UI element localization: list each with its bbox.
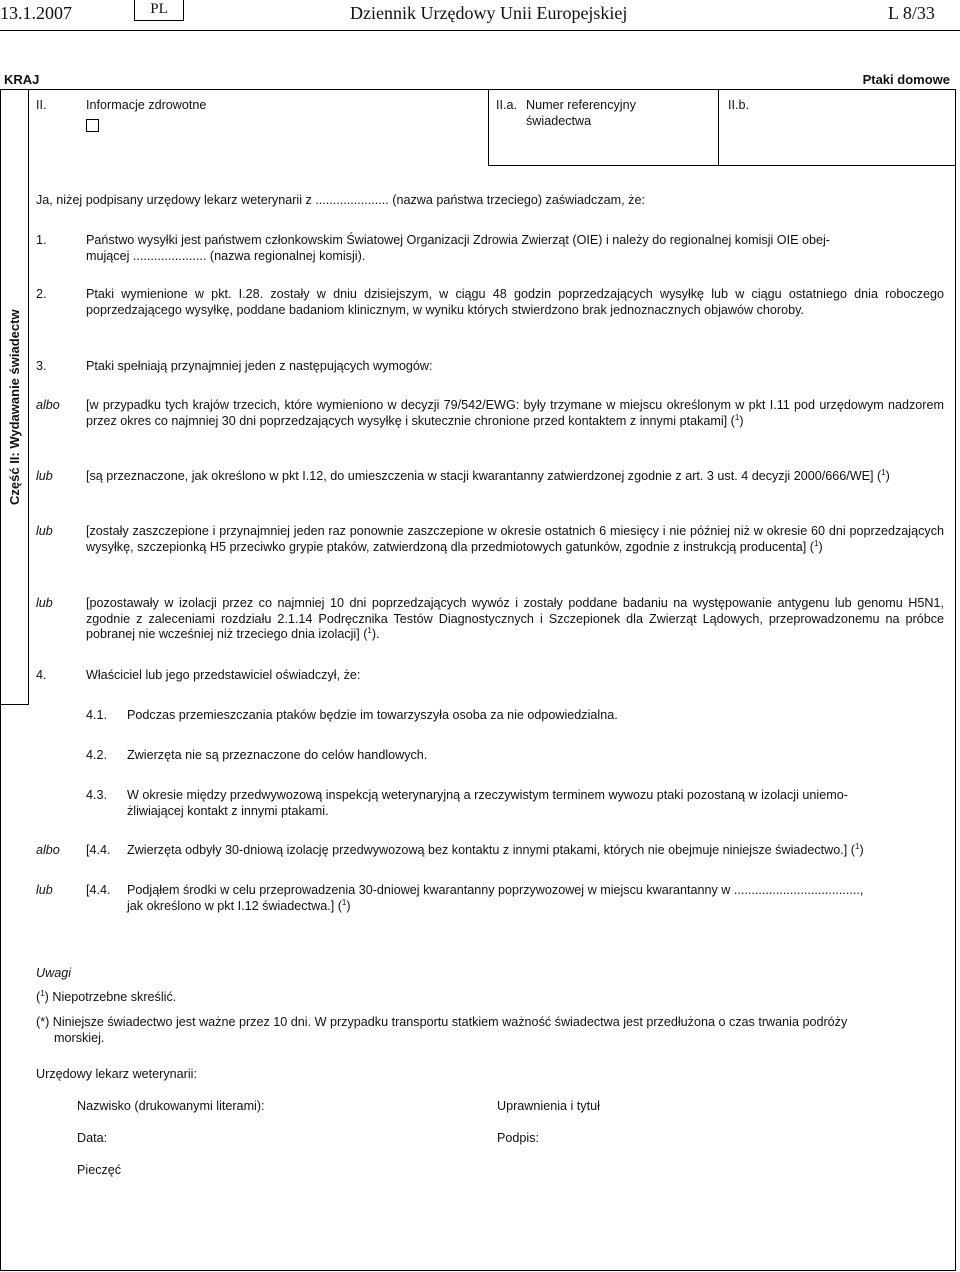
- sub-2-number: 4.2.: [86, 748, 108, 762]
- section-title: Informacje zdrowotne: [86, 98, 207, 112]
- name-field-label: Nazwisko (drukowanymi literami):: [77, 1099, 265, 1113]
- b-number: II.b.: [728, 98, 749, 112]
- alt-2-line1: Podjąłem środki w celu przeprowadzenia 30-dniowej kwarantanny poprzywozowej w miejscu kwarantanny w ....................................,: [127, 883, 864, 897]
- qualification-field-label: Uprawnienia i tytuł: [497, 1099, 600, 1113]
- option-1-label: albo: [36, 398, 60, 412]
- commodity-label: Ptaki domowe: [862, 72, 950, 87]
- side-column-right: [28, 89, 29, 704]
- alt-2-line2: jak określono w pkt I.12 świadectwa.] ($^1$): [127, 897, 351, 913]
- alt-1-text: Zwierzęta odbyły 30-dniową izolację przedwywozową bez kontaktu z innymi ptakami, których nie obejmuje niniejsze świadectwo.] ($^1$): [127, 841, 864, 857]
- frame-left: [0, 89, 1, 1271]
- option-3-label: lub: [36, 524, 53, 538]
- section-checkbox[interactable]: [86, 119, 99, 132]
- note-2-line1: (*) Niniejsze świadectwo jest ważne przez 10 dni. W przypadku transportu statkiem ważność świadectwa jest przedłużona o czas trwania podróży: [36, 1015, 848, 1029]
- note-2-line2: morskiej.: [54, 1031, 105, 1045]
- p1-number: 1.: [36, 233, 47, 247]
- alt-1-label: albo: [36, 843, 60, 857]
- date-field-label: Data:: [77, 1131, 108, 1145]
- language-badge: PL: [134, 0, 184, 21]
- box-bottom: [488, 165, 956, 166]
- option-2-label: lub: [36, 469, 53, 483]
- sub-1-text: Podczas przemieszczania ptaków będzie im towarzyszyła osoba za nie odpowiedzialna.: [127, 708, 618, 722]
- page-number: L 8/33: [888, 3, 935, 23]
- sub-3-line2: żliwiającej kontakt z innymi ptakami.: [127, 804, 329, 818]
- alt-1-number: [4.4.: [86, 843, 111, 857]
- p1-line2: mującej ..................... (nazwa regionalnej komisji).: [86, 249, 366, 263]
- side-label: Część II: Wydawanie świadectw: [7, 309, 22, 505]
- country-label: KRAJ: [4, 72, 40, 87]
- note-1: ($^1$) Niepotrzebne skreślić.: [36, 988, 177, 1004]
- frame-right: [955, 89, 956, 1271]
- alt-2-label: lub: [36, 883, 53, 897]
- p1-line1: Państwo wysyłki jest państwem członkowskim Światowej Organizacji Zdrowia Zwierząt (OIE) i należy do regionalnej komisji OIE obej-: [86, 233, 830, 247]
- box-divider-2: [718, 89, 719, 166]
- frame-top: [0, 89, 956, 90]
- notes-title: Uwagi: [36, 966, 71, 980]
- sub-1-number: 4.1.: [86, 708, 108, 722]
- side-column-bottom: [0, 704, 29, 705]
- p4-text: Właściciel lub jego przedstawiciel oświadczył, że:: [86, 668, 361, 682]
- ref-label-line1: Numer referencyjny: [526, 98, 636, 112]
- box-divider-1: [488, 89, 489, 166]
- option-3-text: [zostały zaszczepione i przynajmniej jeden raz ponownie zaszczepione w okresie ostatnich 6 miesięcy i nie później niż w okresie 60 dni poprzedzających wysyłkę, szczepionką H5 przeciwko grypie ptaków, zatwierdzoną dla przedmiotowych gatunków, zgodnie z instrukcją producenta] ($^1$): [86, 524, 944, 554]
- section-number: II.: [36, 98, 47, 112]
- p3-number: 3.: [36, 359, 47, 373]
- frame-bottom: [0, 1270, 956, 1271]
- alt-2-number: [4.4.: [86, 883, 111, 897]
- issue-date: 13.1.2007: [0, 3, 72, 23]
- option-4-label: lub: [36, 596, 53, 610]
- option-2-text: [są przeznaczone, jak określono w pkt I.12, do umieszczenia w stacji kwarantanny zatwierdzonej zgodnie z art. 3 ust. 4 decyzji 2000/666/WE] ($^1$): [86, 467, 890, 483]
- sub-3-line1: W okresie między przedwywozową inspekcją weterynaryjną a rzeczywistym terminem wywozu ptaki pozostaną w izolacji uniemo-: [127, 788, 848, 802]
- signature-heading: Urzędowy lekarz weterynarii:: [36, 1067, 197, 1081]
- signature-field-label: Podpis:: [497, 1131, 540, 1145]
- p2-text: Ptaki wymienione w pkt. I.28. zostały w dniu dzisiejszym, w ciągu 48 godzin poprzedzających wysyłkę lub w ciągu ostatniego dnia roboczego poprzedzającego wysyłkę, poddane badaniom klinicznym, w wyniku których stwierdzono brak jednoznacznych objawów choroby.: [86, 287, 944, 317]
- option-1-text: [w przypadku tych krajów trzecich, które wymieniono w decyzji 79/542/EWG: były trzymane w miejscu określonym w pkt I.11 pod urzędowym nadzorem przez okres co najmniej 30 dni poprzedzających wysyłkę i skutecznie chronione przed kontaktem z innymi ptakami] ($^1$): [86, 398, 944, 428]
- journal-title: Dziennik Urzędowy Unii Europejskiej: [350, 3, 628, 23]
- option-4-text: [pozostawały w izolacji przez co najmniej 10 dni poprzedzających wywóz i zostały poddane badaniu na występowanie antygenu lub genomu H5N1, zgodnie z zaleceniami rozdziału 2.1.14 Podręcznika Testów Diagnostycznych i Szczepionek dla Zwierząt Lądowych, przeprowadzonemu na próbce pobranej nie wcześniej niż trzeciego dnia izolacji] ($^1$).: [86, 596, 944, 641]
- sub-3-number: 4.3.: [86, 788, 108, 802]
- stamp-field-label: Pieczęć: [77, 1163, 122, 1177]
- header-rule: [0, 30, 960, 31]
- p2-number: 2.: [36, 287, 47, 301]
- p4-number: 4.: [36, 668, 47, 682]
- sub-2-text: Zwierzęta nie są przeznaczone do celów handlowych.: [127, 748, 428, 762]
- p3-text: Ptaki spełniają przynajmniej jeden z następujących wymogów:: [86, 359, 433, 373]
- ref-label-line2: świadectwa: [526, 114, 592, 128]
- ref-number: II.a.: [496, 98, 517, 112]
- intro-statement: Ja, niżej podpisany urzędowy lekarz weterynarii z ..................... (nazwa państwa trzeciego) zaświadczam, że:: [36, 193, 645, 207]
